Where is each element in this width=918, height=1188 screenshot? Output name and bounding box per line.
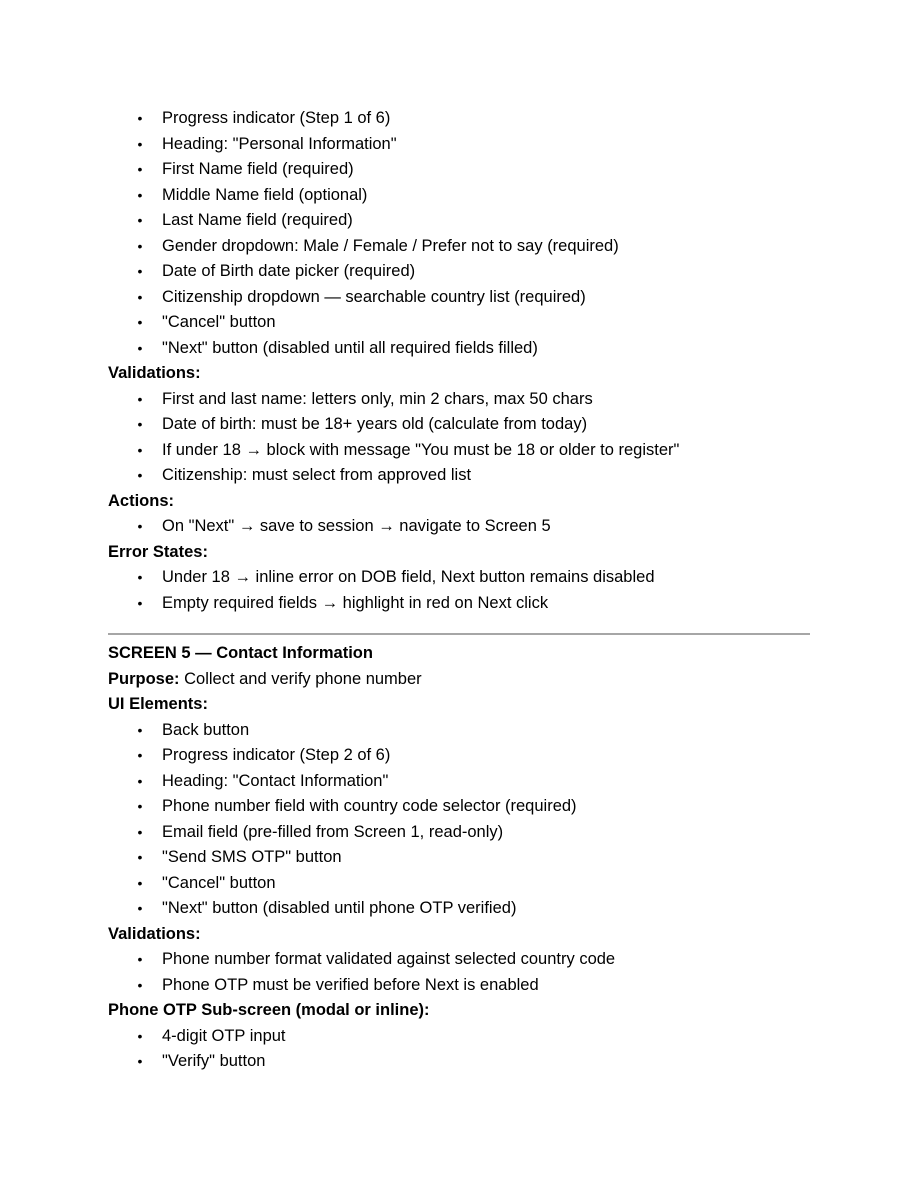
list-item-text: "Next" button (disabled until all required fields filled) [162, 338, 538, 357]
list-item [108, 438, 810, 464]
list-item-text: Under 18 → inline error on DOB field, Next button remains disabled [162, 568, 655, 586]
list-item-text: "Verify" button [162, 1052, 266, 1070]
list-item [108, 157, 810, 183]
list-item [108, 896, 810, 922]
list-item-text: Progress indicator (Step 2 of 6) [162, 746, 391, 764]
bullet-icon: • [137, 390, 143, 407]
screen4-ui-elements-list [108, 106, 810, 361]
list-item [108, 285, 810, 311]
list-item-text: If under 18 → block with message "You must be 18 or older to register" [162, 440, 680, 459]
screen5-purpose [108, 667, 810, 693]
bullet-icon: • [137, 110, 143, 126]
screen4-errors-list [108, 565, 810, 616]
bullet-icon: • [137, 1053, 143, 1069]
bullet-icon: • [137, 263, 143, 279]
list-item-text: Date of birth: must be 18+ years old (calculate from today) [162, 415, 588, 433]
screen5-title: SCREEN 5 — Contact Information [108, 644, 373, 662]
list-item [108, 947, 810, 973]
bullet-icon: • [137, 416, 143, 432]
bullet-icon: • [137, 161, 143, 177]
list-item-text: Date of Birth date picker (required) [162, 262, 416, 280]
list-item [108, 769, 810, 795]
list-item [108, 718, 810, 744]
list-item [108, 132, 810, 158]
bullet-icon: • [137, 237, 143, 254]
list-item [108, 234, 810, 260]
bullet-icon: • [137, 186, 143, 203]
bullet-icon: • [137, 569, 143, 585]
list-item [108, 183, 810, 209]
screen5-ui-elements-list [108, 718, 810, 922]
bullet-icon: • [137, 518, 143, 534]
bullet-icon: • [137, 721, 143, 738]
section-heading-phone-otp: Phone OTP Sub-screen (modal or inline): [108, 1001, 430, 1019]
list-item-text: Citizenship dropdown — searchable country list (required) [162, 287, 586, 306]
purpose-text: Collect and verify phone number [179, 669, 422, 688]
bullet-icon: • [137, 900, 143, 916]
screen4-actions-list [108, 514, 810, 540]
list-item [108, 412, 810, 438]
list-item-text: Heading: "Personal Information" [162, 134, 397, 153]
list-item [108, 310, 810, 336]
bullet-icon: • [137, 288, 143, 305]
list-item [108, 871, 810, 897]
list-item [108, 387, 810, 413]
list-item-text: First Name field (required) [162, 160, 354, 178]
list-item-text: "Send SMS OTP" button [162, 848, 342, 866]
list-item-text: Gender dropdown: Male / Female / Prefer not to say (required) [162, 236, 619, 255]
list-item-text: Phone number format validated against selected country code [162, 950, 616, 968]
purpose-label: Purpose: [108, 669, 180, 688]
bullet-icon: • [137, 135, 143, 152]
list-item [108, 514, 810, 540]
list-item [108, 591, 810, 617]
list-item-text: Citizenship: must select from approved list [162, 466, 472, 484]
bullet-icon: • [137, 467, 143, 483]
bullet-icon: • [137, 823, 143, 840]
list-item-text: "Cancel" button [162, 313, 276, 331]
list-item [108, 565, 810, 591]
section-heading-validations: Validations: [108, 924, 201, 943]
section-heading-error-states: Error States: [108, 542, 208, 561]
section-heading-validations: Validations: [108, 364, 201, 382]
list-item-text: On "Next" → save to session → navigate to Screen 5 [162, 517, 551, 535]
bullet-icon: • [137, 976, 143, 993]
list-item-text: Phone OTP must be verified before Next is enabled [162, 975, 539, 994]
list-item [108, 336, 810, 362]
bullet-icon: • [137, 339, 143, 356]
section-heading-actions: Actions: [108, 491, 174, 510]
horizontal-divider [108, 633, 810, 635]
list-item-text: Progress indicator (Step 1 of 6) [162, 109, 391, 127]
list-item-text: "Cancel" button [162, 873, 276, 892]
bullet-icon: • [137, 874, 143, 891]
section-heading-ui-elements: UI Elements: [108, 695, 208, 713]
screen4-validations-list [108, 387, 810, 489]
bullet-icon: • [137, 747, 143, 763]
list-item-text: 4-digit OTP input [162, 1026, 286, 1045]
list-item-text: Heading: "Contact Information" [162, 771, 389, 790]
list-item [108, 1024, 810, 1050]
bullet-icon: • [137, 1027, 143, 1044]
list-item-text: "Next" button (disabled until phone OTP verified) [162, 899, 517, 917]
document-page [108, 106, 810, 1075]
list-item [108, 259, 810, 285]
list-item [108, 820, 810, 846]
bullet-icon: • [137, 441, 143, 458]
list-item-text: Last Name field (required) [162, 211, 353, 229]
screen5-otp-list [108, 1024, 810, 1075]
list-item-text: Back button [162, 720, 250, 739]
bullet-icon: • [137, 951, 143, 967]
list-item [108, 463, 810, 489]
list-item [108, 973, 810, 999]
bullet-icon: • [137, 798, 143, 814]
bullet-icon: • [137, 772, 143, 789]
list-item-text: Email field (pre-filled from Screen 1, read-only) [162, 822, 504, 841]
screen5-validations-list [108, 947, 810, 998]
list-item [108, 106, 810, 132]
bullet-icon: • [137, 594, 143, 611]
list-item [108, 743, 810, 769]
list-item [108, 1049, 810, 1075]
list-item-text: Phone number field with country code selector (required) [162, 797, 577, 815]
list-item-text: Empty required fields → highlight in red on Next click [162, 593, 549, 612]
list-item [108, 794, 810, 820]
list-item-text: Middle Name field (optional) [162, 185, 368, 204]
list-item-text: First and last name: letters only, min 2 chars, max 50 chars [162, 389, 593, 408]
list-item [108, 845, 810, 871]
bullet-icon: • [137, 314, 143, 330]
list-item [108, 208, 810, 234]
bullet-icon: • [137, 849, 143, 865]
bullet-icon: • [137, 212, 143, 228]
